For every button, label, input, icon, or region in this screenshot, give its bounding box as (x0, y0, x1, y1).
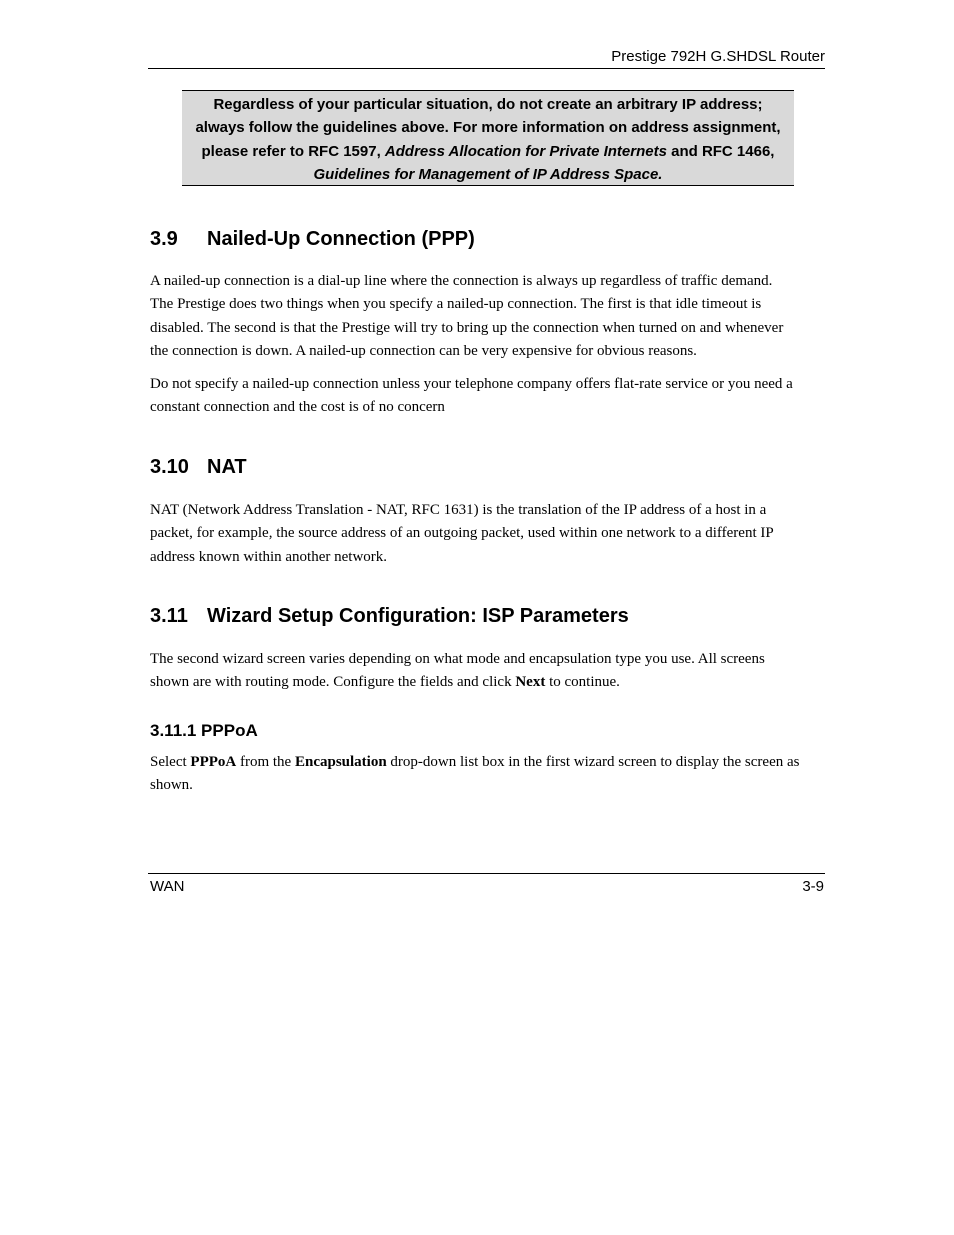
text-line: shown. (150, 777, 193, 794)
paragraph (150, 648, 835, 695)
text-line: A nailed-up connection is a dial-up line where the connection is always up regardless of traffic demand. (150, 273, 773, 289)
paragraph (150, 373, 835, 420)
text-line: address known within another network. (150, 548, 388, 565)
text-line (150, 671, 835, 694)
text-run: shown are with routing mode. Configure the fields and click (150, 674, 516, 691)
footer-page-number: 3-9 (802, 878, 824, 895)
note-line: Regardless of your particular situation, do not create an arbitrary IP address; (213, 96, 763, 113)
note-text: please refer to RFC 1597, (201, 142, 385, 160)
text-line (150, 751, 835, 774)
pppoa-keyword: PPPoA (190, 754, 237, 770)
note-text: and RFC 1466, (666, 142, 775, 160)
header-title: Prestige 792H G.SHDSL Router (611, 48, 825, 65)
note-line (182, 140, 794, 163)
text-line: disabled. The second is that the Prestige will try to bring up the connection when turned on and whenever (150, 319, 784, 336)
rfc1597-title: Address Allocation for Private Internets (384, 142, 667, 160)
running-footer (148, 873, 825, 896)
footer-chapter: WAN (150, 878, 185, 895)
section-heading-3-9 (150, 227, 475, 251)
running-header (148, 48, 825, 69)
note-line (182, 163, 794, 186)
paragraph (150, 499, 835, 569)
text-line: The Prestige does two things when you specify a nailed-up connection. The first is that idle timeout is (150, 296, 762, 313)
text-line: Do not specify a nailed-up connection unless your telephone company offers flat-rate service or you need a (150, 376, 793, 392)
subsection-heading-3-11-1: 3.11.1 PPPoA (150, 721, 258, 740)
section-title: Wizard Setup Configuration: ISP Parameters (207, 605, 629, 627)
encapsulation-keyword: Encapsulation (294, 754, 387, 770)
section-title: NAT (207, 456, 247, 478)
section-number: 3.11 (150, 605, 188, 627)
text-line: the connection is down. A nailed-up connection can be very expensive for obvious reasons. (150, 342, 697, 359)
section-heading-3-11 (150, 604, 629, 628)
text-line: constant connection and the cost is of no concern (150, 399, 445, 416)
paragraph (150, 751, 835, 798)
text-run: from the (236, 754, 295, 770)
note-line: always follow the guidelines above. For more information on address assignment, (195, 119, 781, 137)
next-keyword: Next (515, 674, 546, 691)
section-number: 3.10 (150, 456, 189, 478)
rfc1466-title: Guidelines for Management of IP Address Space. (313, 165, 663, 183)
section-heading-3-10 (150, 455, 247, 479)
note-box (182, 90, 794, 186)
text-run: to continue. (545, 674, 620, 691)
text-line: The second wizard screen varies depending on what mode and encapsulation type you use. All screens (150, 651, 765, 667)
paragraph (150, 270, 835, 363)
text-line: packet, for example, the source address of an outgoing packet, used within one network to a different IP (150, 525, 774, 542)
text-run: drop-down list box in the first wizard screen to display the screen as (386, 754, 800, 770)
text-run: Select (150, 754, 191, 770)
section-number: 3.9 (150, 228, 178, 250)
section-title: Nailed-Up Connection (PPP) (207, 228, 475, 250)
text-line: NAT (Network Address Translation - NAT, RFC 1631) is the translation of the IP address of a host in a (150, 502, 767, 518)
